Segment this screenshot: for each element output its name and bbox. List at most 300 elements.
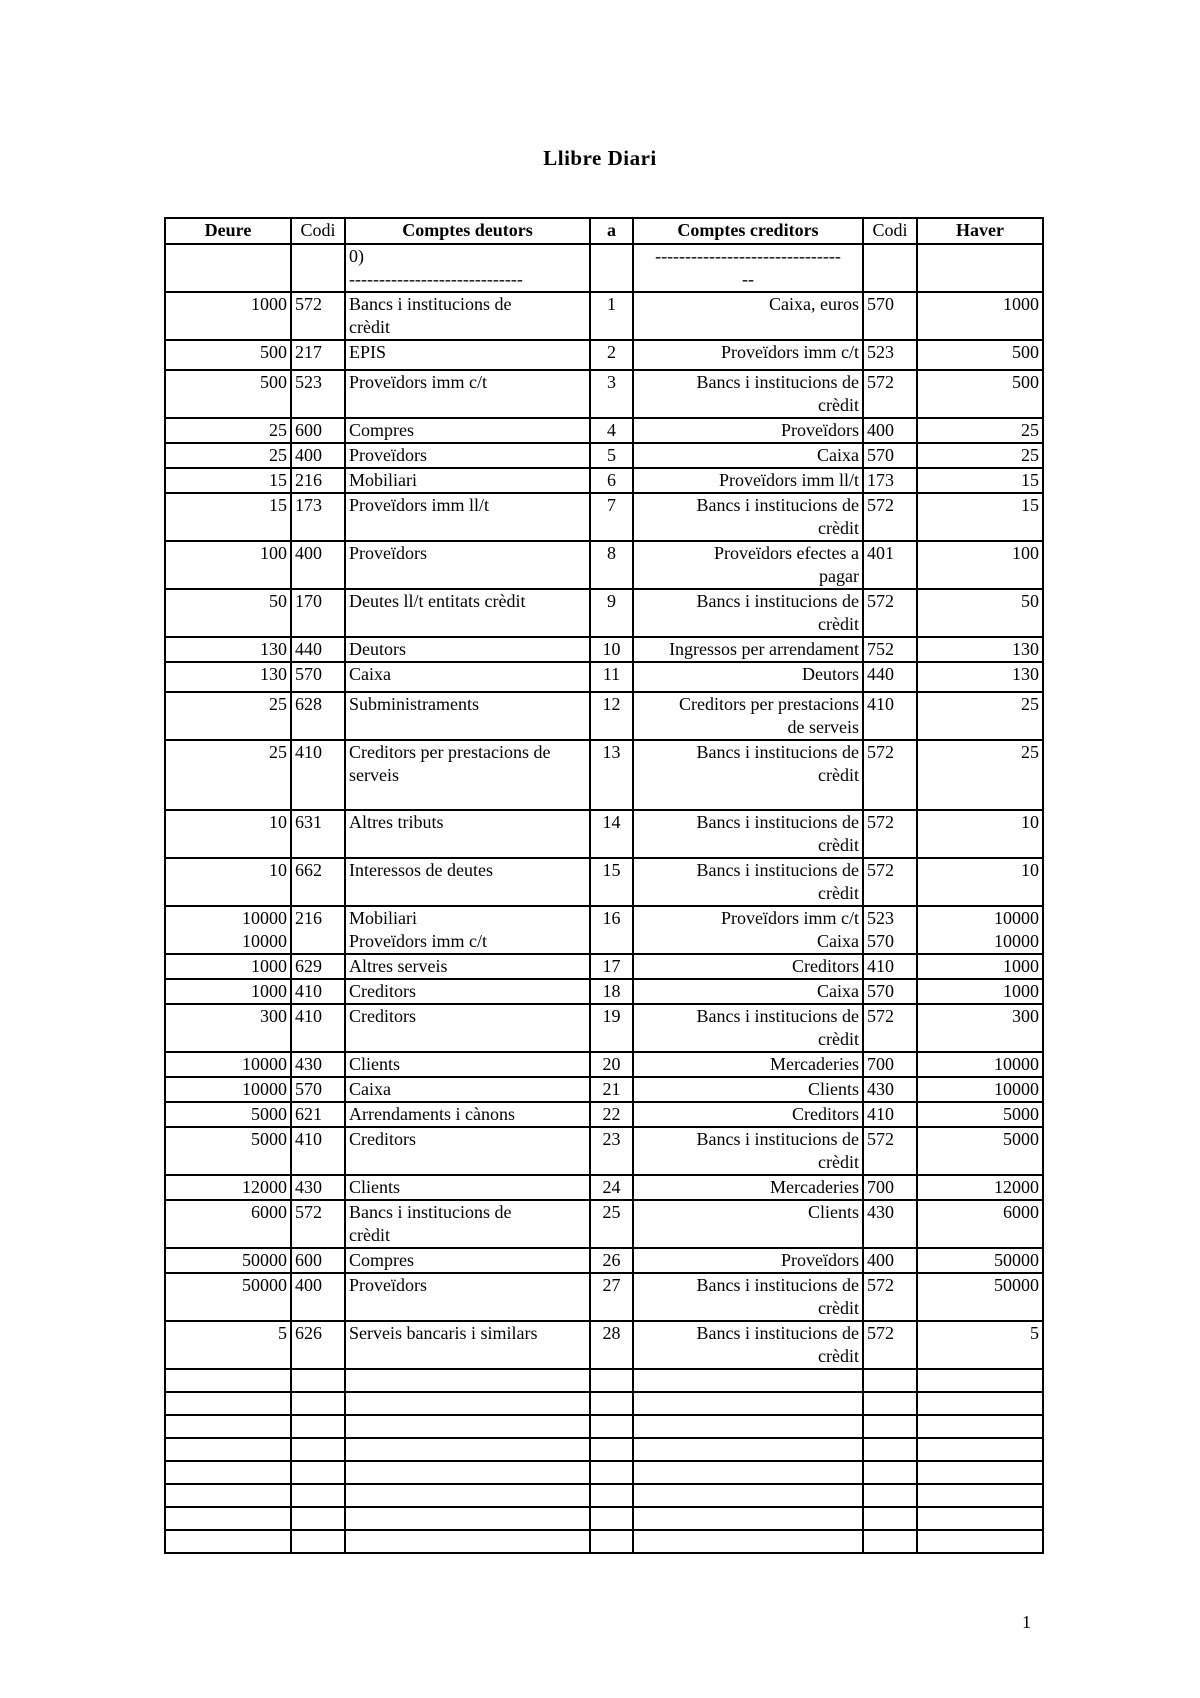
empty-cell (917, 1438, 1043, 1461)
cell-line: 572 (867, 1129, 894, 1149)
cell-line: 1000 (251, 981, 287, 1001)
cell-line: Proveïdors (349, 445, 427, 465)
cell-line: 216 (295, 470, 322, 490)
cell-line (921, 245, 1039, 268)
table-row (165, 1102, 1043, 1127)
table-row (165, 1077, 1043, 1102)
empty-cell (863, 1392, 917, 1415)
cell-line: Bancs i institucions de (696, 1275, 859, 1295)
cell-line: 410 (295, 981, 322, 1001)
cell-line: Arrendaments i cànons (349, 1104, 515, 1124)
cell-line: Bancs i institucions de (696, 860, 859, 880)
cell-haver (917, 1321, 1043, 1369)
cell-comptes-creditors (633, 1127, 863, 1175)
empty-cell (291, 1484, 345, 1507)
empty-cell (917, 1369, 1043, 1392)
cell-line: 572 (867, 860, 894, 880)
cell-comptes-creditors (633, 1052, 863, 1077)
empty-cell (165, 1415, 291, 1438)
cell-comptes-creditors (633, 858, 863, 906)
empty-cell (291, 1461, 345, 1484)
cell-line: Proveïdors imm c/t (721, 908, 859, 928)
cell-comptes-deutors (345, 370, 590, 418)
cell-line: Proveïdors imm c/t (349, 372, 487, 392)
cell-codi-deutor (291, 1175, 345, 1200)
header-comptes-creditors: Comptes creditors (633, 218, 863, 244)
cell-line: 440 (295, 639, 322, 659)
cell-deure (165, 637, 291, 662)
cell-comptes-creditors (633, 1004, 863, 1052)
cell-entry-number: 4 (590, 418, 633, 443)
cell-line: 50000 (242, 1275, 287, 1295)
cell-codi-creditor (863, 740, 917, 810)
empty-cell (863, 1438, 917, 1461)
cell-line: 5 (278, 1323, 287, 1343)
cell-line: Creditors (349, 1129, 416, 1149)
cell-haver (917, 1127, 1043, 1175)
cell-codi-deutor (291, 662, 345, 692)
empty-cell (345, 1438, 590, 1461)
cell-comptes-deutors (345, 692, 590, 740)
cell-line: 10000 (994, 1054, 1039, 1074)
cell-haver (917, 418, 1043, 443)
cell-codi-deutor (291, 292, 345, 340)
empty-table-row (165, 1530, 1043, 1553)
cell-line: 300 (260, 1006, 287, 1026)
table-row (165, 443, 1043, 468)
cell-line: 10000 (994, 908, 1039, 928)
cell-line: crèdit (818, 1346, 859, 1366)
cell-line: 5000 (251, 1129, 287, 1149)
table-row (165, 493, 1043, 541)
cell-line: Bancs i institucions de (696, 742, 859, 762)
cell-entry-number: 28 (590, 1321, 633, 1369)
cell-line: 50000 (994, 1250, 1039, 1270)
cell-codi-deutor (291, 541, 345, 589)
table-row (165, 1200, 1043, 1248)
cell-deure (165, 418, 291, 443)
cell-line: 0) (349, 246, 364, 266)
cell-line: 25 (269, 445, 287, 465)
cell-comptes-deutors (345, 443, 590, 468)
empty-table-row (165, 1369, 1043, 1392)
cell-codi-creditor (863, 662, 917, 692)
empty-cell (345, 1507, 590, 1530)
cell-codi-deutor (291, 443, 345, 468)
cell-comptes-creditors (633, 810, 863, 858)
cell-line: Clients (807, 1202, 859, 1222)
cell-codi-creditor (863, 1321, 917, 1369)
cell-comptes-creditors (633, 443, 863, 468)
cell-line: 1000 (251, 294, 287, 314)
empty-cell (291, 1507, 345, 1530)
cell-codi-deutor (291, 692, 345, 740)
cell-entry-number: 1 (590, 292, 633, 340)
cell-line: Interessos de deutes (349, 860, 493, 880)
cell-codi-creditor (863, 468, 917, 493)
cell-codi-deutor (291, 418, 345, 443)
cell-line: 25 (1021, 694, 1039, 714)
cell-line: Clients (807, 1079, 859, 1099)
cell-line: crèdit (818, 1152, 859, 1172)
table-row (165, 692, 1043, 740)
table-row (165, 858, 1043, 906)
cell-line: 5000 (1003, 1129, 1039, 1149)
cell-line: 572 (867, 1275, 894, 1295)
cell-line: pagar (819, 566, 859, 586)
page-number: 1 (1022, 1612, 1031, 1632)
cell-line: Compres (349, 420, 414, 440)
cell-haver (917, 979, 1043, 1004)
cell-line: Proveïdors imm ll/t (349, 495, 490, 515)
empty-cell (863, 1461, 917, 1484)
cell-line: 500 (260, 372, 287, 392)
cell-entry-number: 26 (590, 1248, 633, 1273)
empty-table-row (165, 1507, 1043, 1530)
empty-cell (165, 1438, 291, 1461)
table-row (165, 1127, 1043, 1175)
cell-haver (917, 292, 1043, 340)
empty-cell (863, 1507, 917, 1530)
cell-comptes-creditors (633, 1273, 863, 1321)
cell-deure (165, 1127, 291, 1175)
cell-codi-deutor (291, 244, 345, 292)
empty-cell (917, 1530, 1043, 1553)
empty-cell (345, 1392, 590, 1415)
cell-line: 10000 (994, 931, 1039, 951)
cell-deure (165, 443, 291, 468)
cell-line: 25 (269, 742, 287, 762)
cell-line: 523 (867, 342, 894, 362)
empty-cell (345, 1415, 590, 1438)
empty-cell (291, 1369, 345, 1392)
cell-codi-deutor (291, 1321, 345, 1369)
cell-line: 626 (295, 1323, 322, 1343)
cell-haver (917, 370, 1043, 418)
cell-comptes-creditors (633, 637, 863, 662)
cell-deure (165, 292, 291, 340)
empty-cell (590, 1438, 633, 1461)
cell-haver (917, 1175, 1043, 1200)
cell-line: 570 (295, 1079, 322, 1099)
cell-entry-number: 10 (590, 637, 633, 662)
cell-line: 400 (867, 420, 894, 440)
cell-comptes-creditors (633, 906, 863, 954)
table-row (165, 244, 1043, 292)
cell-line: Caixa, euros (769, 294, 859, 314)
cell-line: 1000 (251, 956, 287, 976)
cell-line: 10000 (242, 931, 287, 951)
cell-line: 15 (269, 495, 287, 515)
cell-entry-number: 2 (590, 340, 633, 370)
cell-line: 100 (1012, 543, 1039, 563)
cell-line: 500 (1012, 342, 1039, 362)
cell-line: 170 (295, 591, 322, 611)
cell-line: crèdit (818, 1298, 859, 1318)
cell-line: Bancs i institucions de (349, 294, 512, 314)
cell-line: 10000 (242, 1079, 287, 1099)
cell-codi-creditor (863, 954, 917, 979)
empty-cell (917, 1392, 1043, 1415)
cell-line: 10 (269, 812, 287, 832)
cell-line: 600 (295, 420, 322, 440)
cell-line: 50 (269, 591, 287, 611)
empty-cell (633, 1392, 863, 1415)
table-row (165, 1052, 1043, 1077)
cell-line: 570 (295, 664, 322, 684)
cell-line: Compres (349, 1250, 414, 1270)
cell-line: 1000 (1003, 294, 1039, 314)
empty-table-row (165, 1415, 1043, 1438)
cell-codi-creditor (863, 1273, 917, 1321)
cell-haver (917, 1052, 1043, 1077)
header-comptes-deutors: Comptes deutors (345, 218, 590, 244)
cell-codi-deutor (291, 637, 345, 662)
cell-line: 572 (867, 591, 894, 611)
cell-comptes-deutors (345, 1052, 590, 1077)
cell-line: Clients (349, 1177, 401, 1197)
cell-line: crèdit (349, 317, 390, 337)
cell-line: crèdit (818, 835, 859, 855)
cell-line: 410 (295, 1006, 322, 1026)
cell-deure (165, 1102, 291, 1127)
cell-comptes-deutors (345, 1102, 590, 1127)
cell-line: Creditors per prestacions (679, 694, 859, 714)
cell-line: 700 (867, 1177, 894, 1197)
cell-codi-deutor (291, 858, 345, 906)
cell-codi-deutor (291, 1102, 345, 1127)
cell-line: 570 (867, 294, 894, 314)
cell-line: 628 (295, 694, 322, 714)
cell-line: Caixa (349, 664, 391, 684)
cell-line: 572 (867, 372, 894, 392)
cell-line: 572 (867, 1323, 894, 1343)
cell-line: 430 (867, 1079, 894, 1099)
cell-haver (917, 1004, 1043, 1052)
journal-table (164, 217, 1044, 1554)
cell-line: Proveïdors (349, 1275, 427, 1295)
cell-haver (917, 810, 1043, 858)
cell-haver (917, 1200, 1043, 1248)
cell-entry-number: 20 (590, 1052, 633, 1077)
cell-comptes-deutors (345, 906, 590, 954)
cell-line: 10000 (994, 1079, 1039, 1099)
cell-comptes-creditors (633, 1321, 863, 1369)
cell-codi-deutor (291, 493, 345, 541)
cell-line: serveis (349, 765, 399, 785)
cell-haver (917, 740, 1043, 810)
header-row (165, 218, 1043, 244)
cell-line: Proveïdors efectes a (714, 543, 859, 563)
cell-line: Proveïdors imm ll/t (718, 470, 859, 490)
cell-comptes-deutors (345, 1248, 590, 1273)
cell-line: 1000 (1003, 956, 1039, 976)
cell-comptes-creditors (633, 370, 863, 418)
table-row (165, 468, 1043, 493)
cell-line: Bancs i institucions de (696, 1006, 859, 1026)
header-deure: Deure (165, 218, 291, 244)
cell-line: Deutors (349, 639, 406, 659)
empty-cell (165, 1530, 291, 1553)
cell-line: Bancs i institucions de (696, 1129, 859, 1149)
cell-line: 570 (867, 445, 894, 465)
empty-cell (590, 1530, 633, 1553)
cell-line: 662 (295, 860, 322, 880)
cell-line: 130 (260, 664, 287, 684)
cell-codi-creditor (863, 1077, 917, 1102)
cell-entry-number: 18 (590, 979, 633, 1004)
cell-codi-creditor (863, 810, 917, 858)
cell-codi-creditor (863, 589, 917, 637)
cell-comptes-deutors (345, 418, 590, 443)
empty-cell (165, 1392, 291, 1415)
cell-comptes-deutors (345, 1321, 590, 1369)
header-codi-creditor: Codi (863, 218, 917, 244)
cell-line: de serveis (787, 717, 859, 737)
table-row (165, 1004, 1043, 1052)
cell-line: 130 (1012, 664, 1039, 684)
cell-line: 600 (295, 1250, 322, 1270)
cell-line: 130 (260, 639, 287, 659)
cell-entry-number: 3 (590, 370, 633, 418)
empty-table-row (165, 1461, 1043, 1484)
cell-line: 10000 (242, 1054, 287, 1074)
cell-haver (917, 340, 1043, 370)
cell-codi-deutor (291, 1248, 345, 1273)
cell-codi-creditor (863, 692, 917, 740)
cell-codi-creditor (863, 1052, 917, 1077)
empty-cell (590, 1507, 633, 1530)
cell-deure (165, 1004, 291, 1052)
empty-cell (345, 1484, 590, 1507)
header-haver: Haver (917, 218, 1043, 244)
cell-comptes-deutors (345, 589, 590, 637)
cell-line: 10 (1021, 860, 1039, 880)
empty-cell (633, 1438, 863, 1461)
table-row (165, 906, 1043, 954)
cell-codi-deutor (291, 1273, 345, 1321)
cell-codi-deutor (291, 589, 345, 637)
cell-deure (165, 244, 291, 292)
cell-comptes-creditors (633, 954, 863, 979)
cell-line: 50000 (994, 1275, 1039, 1295)
cell-haver (917, 1273, 1043, 1321)
empty-cell (165, 1484, 291, 1507)
cell-entry-number: 24 (590, 1175, 633, 1200)
cell-deure (165, 692, 291, 740)
cell-line: 570 (867, 981, 894, 1001)
cell-line: 430 (867, 1202, 894, 1222)
cell-codi-deutor (291, 740, 345, 810)
cell-entry-number: 19 (590, 1004, 633, 1052)
cell-line: Mobiliari (349, 470, 417, 490)
cell-comptes-deutors (345, 740, 590, 810)
empty-cell (917, 1507, 1043, 1530)
empty-cell (863, 1484, 917, 1507)
cell-line: 173 (867, 470, 894, 490)
cell-line: 10000 (242, 908, 287, 928)
cell-deure (165, 468, 291, 493)
cell-line: 15 (269, 470, 287, 490)
cell-deure (165, 1077, 291, 1102)
empty-cell (291, 1438, 345, 1461)
cell-line: crèdit (818, 614, 859, 634)
cell-line: Mercaderies (770, 1054, 859, 1074)
table-row (165, 418, 1043, 443)
cell-line: Proveïdors imm c/t (349, 931, 487, 951)
cell-line: Deutors (802, 664, 859, 684)
cell-comptes-creditors (633, 340, 863, 370)
empty-cell (291, 1415, 345, 1438)
cell-line: 500 (260, 342, 287, 362)
cell-haver (917, 244, 1043, 292)
cell-line: 400 (295, 543, 322, 563)
cell-line: Serveis bancaris i similars (349, 1323, 538, 1343)
cell-codi-deutor (291, 340, 345, 370)
empty-cell (917, 1484, 1043, 1507)
cell-entry-number (590, 244, 633, 292)
cell-line: crèdit (349, 1225, 390, 1245)
cell-line: 440 (867, 664, 894, 684)
table-row (165, 1321, 1043, 1369)
cell-line: Bancs i institucions de (349, 1202, 512, 1222)
cell-line: 130 (1012, 639, 1039, 659)
cell-line: 12000 (994, 1177, 1039, 1197)
header-a: a (590, 218, 633, 244)
cell-line: Proveïdors (781, 1250, 859, 1270)
cell-entry-number: 17 (590, 954, 633, 979)
cell-codi-creditor (863, 1200, 917, 1248)
cell-line: ------------------------------- (655, 246, 841, 266)
cell-comptes-deutors (345, 1175, 590, 1200)
cell-haver (917, 662, 1043, 692)
cell-entry-number: 21 (590, 1077, 633, 1102)
cell-line: 500 (1012, 372, 1039, 392)
cell-deure (165, 493, 291, 541)
cell-line: 572 (867, 1006, 894, 1026)
empty-cell (633, 1369, 863, 1392)
cell-line: 430 (295, 1177, 322, 1197)
cell-comptes-deutors (345, 493, 590, 541)
cell-line: 15 (1021, 470, 1039, 490)
empty-cell (633, 1415, 863, 1438)
table-row (165, 370, 1043, 418)
cell-line: Creditors (792, 1104, 859, 1124)
page-title: Llibre Diari (543, 146, 657, 170)
cell-codi-creditor (863, 493, 917, 541)
cell-codi-deutor (291, 1052, 345, 1077)
cell-entry-number: 15 (590, 858, 633, 906)
cell-line: 6000 (251, 1202, 287, 1222)
table-row (165, 1248, 1043, 1273)
empty-cell (863, 1530, 917, 1553)
cell-codi-creditor (863, 637, 917, 662)
cell-deure (165, 954, 291, 979)
cell-comptes-deutors (345, 979, 590, 1004)
cell-line: Proveïdors (349, 543, 427, 563)
cell-entry-number: 8 (590, 541, 633, 589)
cell-line: 572 (295, 294, 322, 314)
cell-line: Ingressos per arrendament (669, 639, 859, 659)
cell-comptes-deutors (345, 1273, 590, 1321)
cell-comptes-creditors (633, 244, 863, 292)
cell-line (867, 245, 913, 268)
cell-line: 752 (867, 639, 894, 659)
cell-comptes-creditors (633, 692, 863, 740)
cell-codi-creditor (863, 418, 917, 443)
cell-codi-creditor (863, 244, 917, 292)
cell-line (295, 930, 341, 953)
